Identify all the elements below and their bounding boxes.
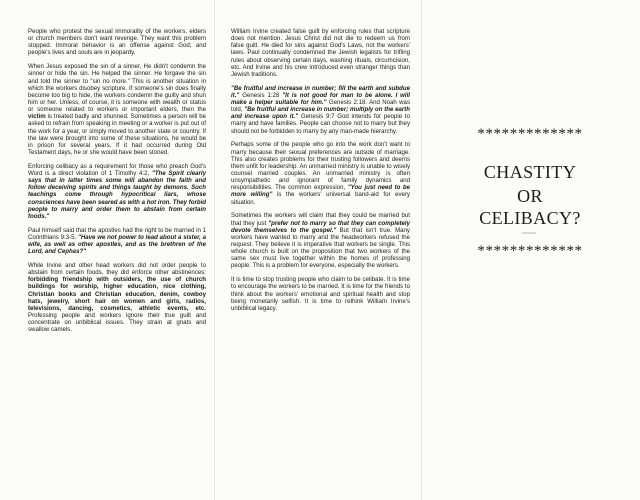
paragraph: Paul himself said that the apostles had the right to be married in 1 Corinthians 9:3-5. "Have we not power to lead about a sister, a wife, as well as other apostles, and as the brethren of the Lord, and Cephas?" (28, 226, 206, 256)
scan-smudge (522, 232, 536, 234)
paragraph: While Irvine and other head workers did not order people to abstain from certain foods, they did enforce other abstinences: forbidding friendship with outsiders, the use of church buildings for worship, higher education, nice clothing, Christian books and Christian education, denim, cowboy hats, jewelry, short hair on women and girls, radios, televisions, dancing, cosmetics, athletic events, etc. Professing people and workers ignore their true guilt and concentrate on unbiblical issues. They strain at gnats and swallow camels. (28, 261, 206, 334)
fold-line-right (421, 0, 422, 500)
paragraph: People who protest the sexual immorality of the workers, elders or church members don't want revenge. They want this problem stopped. Immoral behavior is an offense against God; and people's lives and souls are in jeopardy. (28, 28, 206, 57)
paragraph: When Jesus exposed the sin of a sinner, He didn't condemn the sinner or hide the sin. He helped the sinner. He forgave the sin and told the sinner to "sin no more." This is another situation in which the workers disobey scripture. If someone's sin does finally become too big to hide, the workers condemn the guilty and shun him or her. Unless, of course, it is someone with wealth or status or someone related to workers or important elders, then the victim is treated badly and shunned. Sometimes a person will be asked to refrain from speaking in meeting or a worker is put out of the work for a year, or simply moved to another state or country. If the law were brought into some of these situations, he would be in prison for several years. If it had occurred during Old Testament days, he or she would have been stoned. (28, 63, 206, 157)
scripture-quote: "Be fruitful and increase in number; multiply on the earth and increase upon it." (231, 106, 410, 121)
text-column-left (28, 28, 206, 340)
quoted-expression: "You just need to be more willing" (231, 184, 410, 199)
scripture-quote: "Have we not power to lead about a sister, a wife, as well as other apostles, and as the brethren of the Lord, and Cephas?" (28, 233, 206, 256)
abstinence-list: forbidding friendship with outsiders, the use of church buildings for worship, higher education, nice clothing, Christian books and Christian education, denim, cowboy hats, jewelry, short hair on women and girls, radios, televisions, dancing, cosmetics, athletic events, etc. (28, 276, 206, 312)
cover-title-line-3: CELIBACY? (479, 208, 581, 228)
star-divider-top: ************* (477, 126, 583, 142)
paragraph: "Be fruitful and increase in number; fill the earth and subdue it." Genesis 1:28 "It is not good for man to be alone. I will make a helper suitable for him." Genesis 2:18. And Noah was told, "Be fruitful and increase in number; multiply on the earth and increase upon it." Genesis 9:7 God intends for people to marry and have families. People can choose not to marry but they should not be forbidden to marry by any man-made hierarchy. (231, 84, 411, 135)
scripture-quote: "Be fruitful and increase in number; fill the earth and subdue it." (231, 84, 410, 99)
paragraph: Enforcing celibacy as a requirement for those who preach God's Word is a direct violation of 1 Timothy 4:2, "The Spirit clearly says that in latter times some will abandon the faith and follow deceiving spirits and things taught by demons. Such teachings come through hypocritical liars, whose consciences have been seared as with a hot iron. They forbid people to marry and order them to abstain from certain foods." (28, 162, 206, 220)
paragraph: Perhaps some of the people who go into the work don't want to marry because their sexual preferences are outside of marriage. This also creates problems for their trusting followers and deems them unfit for leadership. An unmarried ministry is unable to wisely counsel married couples. An unmarried ministry is often unsympathetic and ignorant of family dynamics and responsibilities. The common expression, "You just need to be more willing" is the workers' universal band-aid for every situation. (231, 141, 410, 206)
scripture-quote: "It is not good for man to be alone. I will make a helper suitable for him." (231, 91, 411, 106)
cover-panel (430, 0, 640, 500)
star-divider-bottom: ************* (477, 243, 583, 259)
paragraph: William Irvine created false guilt by enforcing rules that scripture does not mention. Jesus Christ did not die to redeem us from false guilt. He died for sins against God's Laws, not the workers' laws. Paul continually condemned the Jewish legalists for trifling rules about observing certain days, washing rituals, circumcision, etc. And Irvine and his crew introduced even stranger things than Jewish traditions. (231, 28, 410, 78)
cover-title-line-1: CHASTITY (483, 162, 577, 182)
text-column-middle (231, 28, 410, 319)
cover-title-line-2: OR (517, 186, 543, 206)
paragraph: It is time to stop trusting people who claim to be celibate. It is time to encourage the workers to be married. It is time for the friends to think about the workers' emotional and spiritual health and stop being monetarily selfish. It is time to rethink William Irvine's unbiblical legacy. (231, 276, 410, 312)
paragraph: Sometimes the workers will claim that they could be married but that they just "prefer not to marry so that they can completely devote themselves to the gospel." But that isn't true. Many workers have wanted to marry and the headworkers refused the request. They believe it is imperative that workers be single. This whole church is built on the proposition that two workers of the same sex must live together within the homes of professing people. This is a problem for everyone, especially the workers. (231, 212, 410, 270)
quoted-expression: "prefer not to marry so that they can completely devote themselves to the gospel." (231, 219, 410, 234)
scripture-quote: "The Spirit clearly says that in latter times some will abandon the faith and follow deceiving spirits and things taught by demons. Such teachings come through hypocritical liars, whose consciences have been seared as with a hot iron. They forbid people to marry and order them to abstain from certain foods." (28, 170, 206, 220)
emphasis-victim: victim (28, 113, 46, 121)
fold-line-left (214, 0, 215, 500)
